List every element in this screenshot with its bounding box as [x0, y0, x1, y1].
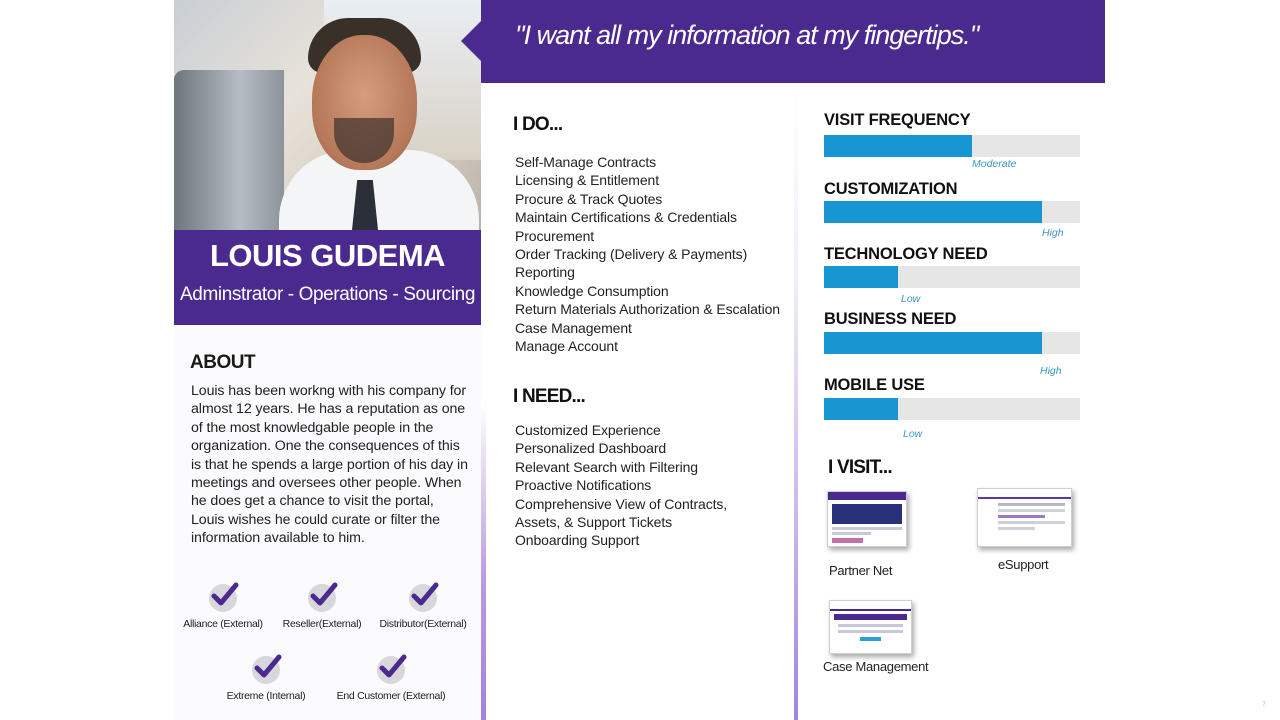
i-need-heading: I NEED...: [513, 386, 585, 407]
list-item: Comprehensive View of Contracts,: [515, 495, 728, 512]
list-item: Maintain Certifications & Credentials: [515, 209, 737, 226]
list-item: Self-Manage Contracts: [515, 154, 657, 170]
profile-photo: [174, 0, 481, 230]
partner-net-thumbnail[interactable]: [827, 491, 907, 547]
meter-title-customization: CUSTOMIZATION: [824, 180, 958, 198]
i-visit-heading: I VISIT...: [828, 457, 892, 478]
list-item: Assets, & Support Tickets: [515, 513, 673, 530]
meter-mobile-use: [824, 398, 1080, 420]
site-label: Case Management: [823, 659, 929, 674]
list-item: Licensing & Entitlement: [515, 172, 660, 189]
list-item: Proactive Notifications: [515, 477, 652, 494]
list-item: Reporting: [515, 264, 575, 281]
about-text: Louis has been workng with his company for almost 12 years. He has a reputation as one of the most knowledgable people in the organization. One the consequences of this is that he spends a large portion of his day in meetings and oversees other people. When he does get a chance to visit the portal, Louis wishes he could curate or filter the information available to him.: [191, 383, 468, 547]
photo-monitor: [174, 70, 284, 230]
meter-fill: [824, 135, 972, 157]
meter-visit-frequency: [824, 135, 1080, 157]
quote-notch: [461, 21, 481, 61]
meter-customization: [824, 201, 1080, 223]
esupport-thumbnail[interactable]: [977, 488, 1072, 547]
check-icon: [409, 584, 437, 612]
list-item: Relevant Search with Filtering: [515, 458, 698, 475]
i-do-list: [515, 153, 780, 355]
partner-badge-extreme: [201, 656, 331, 702]
site-label: eSupport: [998, 557, 1049, 572]
meter-technology-need: [824, 266, 1080, 288]
list-item: Customized Experience: [515, 422, 661, 438]
column-divider-right: [794, 83, 798, 720]
about-heading: ABOUT: [190, 352, 256, 373]
list-item: Procure & Track Quotes: [515, 190, 663, 207]
list-item: Order Tracking (Delivery & Payments): [515, 245, 748, 262]
persona-name: LOUIS GUDEMA: [209, 238, 446, 273]
meter-fill: [824, 332, 1042, 354]
list-item: Case Management: [515, 319, 632, 336]
meter-level-label: High: [1040, 365, 1062, 377]
list-item: Manage Account: [515, 337, 618, 354]
page-number: 7: [1262, 701, 1266, 708]
case-management-thumbnail[interactable]: [829, 600, 912, 654]
meter-level-label: Moderate: [972, 158, 1017, 170]
check-icon: [308, 584, 336, 612]
site-label: Partner Net: [829, 563, 893, 578]
persona-role: Adminstrator - Operations - Sourcing: [180, 284, 475, 305]
meter-title-visit-frequency: VISIT FREQUENCY: [824, 111, 971, 129]
nameplate: [174, 230, 481, 325]
partner-badge-end-customer: [326, 656, 456, 702]
meter-level-label: Low: [901, 293, 921, 305]
meter-business-need: [824, 332, 1080, 354]
meter-title-mobile-use: MOBILE USE: [824, 376, 925, 394]
i-do-heading: I DO...: [513, 114, 563, 135]
list-item: Return Materials Authorization & Escalation: [515, 301, 780, 318]
check-icon: [209, 584, 237, 612]
check-icon: [252, 656, 280, 684]
meter-level-label: High: [1042, 227, 1064, 239]
partner-label: Reseller(External): [282, 618, 362, 630]
partner-label: Extreme (Internal): [226, 690, 306, 702]
check-icon: [377, 656, 405, 684]
partner-label: End Customer (External): [336, 690, 446, 702]
meter-title-technology-need: TECHNOLOGY NEED: [824, 245, 988, 263]
meter-level-label: Low: [903, 428, 923, 440]
list-item: Procurement: [515, 227, 595, 244]
i-need-list: [515, 421, 727, 550]
meter-title-business-need: BUSINESS NEED: [824, 310, 957, 328]
partner-badge-distributor: [358, 584, 488, 630]
meter-fill: [824, 398, 898, 420]
column-divider-left: [481, 83, 486, 720]
partner-label: Distributor(External): [379, 618, 467, 630]
persona-quote: "I want all my information at my fingertips.": [515, 20, 979, 50]
list-item: Knowledge Consumption: [515, 282, 669, 299]
list-item: Onboarding Support: [515, 532, 640, 549]
partner-label: Alliance (External): [183, 618, 263, 630]
list-item: Personalized Dashboard: [515, 440, 667, 457]
meter-fill: [824, 201, 1042, 223]
meter-fill: [824, 266, 898, 288]
